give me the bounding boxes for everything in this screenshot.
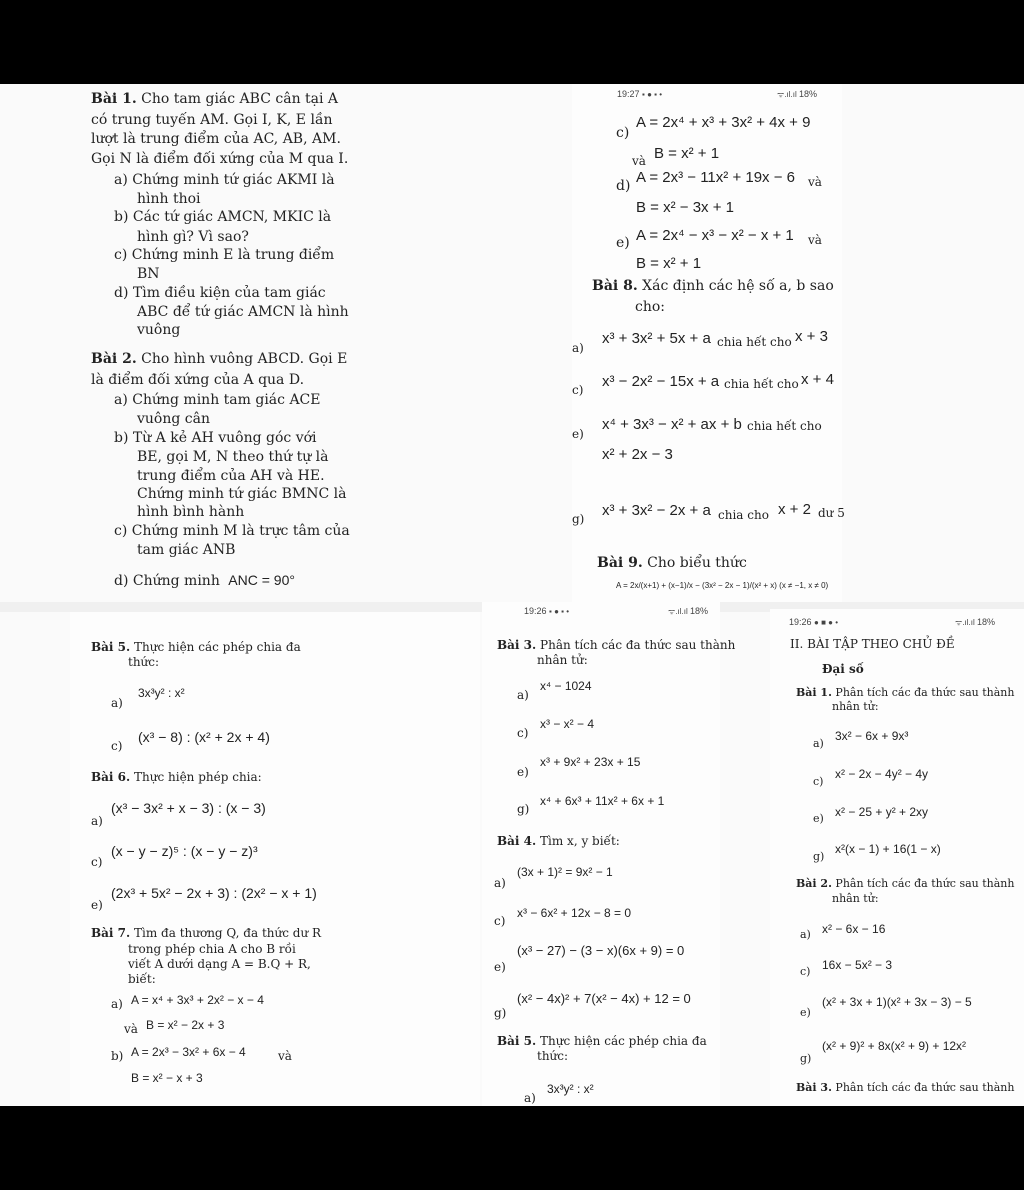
formula: x + 4 <box>801 371 834 388</box>
formula: x³ − x² − 4 <box>540 717 595 731</box>
formula: A = 2x⁴ − x³ − x² − x + 1 <box>636 227 794 244</box>
bai7-heading: Bài 7. Tìm đa thương Q, đa thức dư R <box>91 926 322 940</box>
formula: x + 3 <box>795 328 828 345</box>
bottom-left-panel <box>70 612 480 1106</box>
text-line: chia hết cho <box>747 419 822 433</box>
text-line: cho: <box>635 299 666 315</box>
label: g) <box>494 1006 507 1020</box>
question-a: a) Chứng minh tam giác ACE <box>114 392 321 408</box>
label: c) <box>111 739 123 753</box>
question-c: c) Chứng minh M là trực tâm của <box>114 523 350 539</box>
bottom-middle-panel <box>482 602 736 1106</box>
bai1-heading: Bài 1. Cho tam giác ABC cân tại A <box>91 91 339 107</box>
bai6-heading: Bài 6. Thực hiện phép chia: <box>91 770 262 784</box>
label: c) <box>813 775 824 788</box>
bai8-heading: Bài 8. Xác định các hệ số a, b sao <box>592 278 834 294</box>
text-line: viết A dưới dạng A = B.Q + R, <box>128 957 311 971</box>
question-c: c) Chứng minh E là trung điểm <box>114 247 335 263</box>
text-line: Chứng minh tứ giác BMNC là <box>137 486 347 502</box>
section-heading: II. BÀI TẬP THEO CHỦ ĐỀ <box>790 637 955 651</box>
label: a) <box>572 341 584 355</box>
label: c) <box>616 125 630 141</box>
text-line: thức: <box>537 1049 569 1063</box>
label: c) <box>517 726 529 740</box>
battery-indicator: ᯤ.ıl.ıl 18% <box>955 617 995 627</box>
text-line: có trung tuyến AM. Gọi I, K, E lần <box>91 112 333 128</box>
formula: (3x + 1)² = 9x² − 1 <box>517 865 613 879</box>
text-line: dư 5 <box>818 506 845 520</box>
formula: (x³ − 27) − (3 − x)(6x + 9) = 0 <box>517 943 685 958</box>
label: a) <box>494 876 506 890</box>
text-line: hình gì? Vì sao? <box>137 229 249 245</box>
label: e) <box>494 960 506 974</box>
formula: (x³ − 8) : (x² + 2x + 4) <box>138 729 270 745</box>
text-line: trung điểm của AH và HE. <box>137 468 325 484</box>
text-line: nhân tử: <box>832 700 879 713</box>
formula: (x² + 3x + 1)(x² + 3x − 3) − 5 <box>822 995 972 1009</box>
formula: B = x² + 1 <box>654 145 720 162</box>
label: g) <box>572 512 585 526</box>
collage-sheet <box>0 84 1024 1106</box>
formula: x³ − 2x² − 15x + a <box>602 373 720 390</box>
formula: (x³ − 3x² + x − 3) : (x − 3) <box>111 800 266 816</box>
formula: x⁴ + 6x³ + 11x² + 6x + 1 <box>540 794 665 808</box>
formula: 3x² − 6x + 9x³ <box>835 729 909 743</box>
formula: x³ + 3x² + 5x + a <box>602 330 711 347</box>
bai2-heading: Bài 2. Cho hình vuông ABCD. Gọi E <box>91 351 348 367</box>
formula: x² − 25 + y² + 2xy <box>835 805 929 819</box>
text-line: Gọi N là điểm đối xứng của M qua I. <box>91 151 349 167</box>
label: c) <box>572 383 584 397</box>
text-line: hình thoi <box>137 191 201 207</box>
label: a) <box>111 997 123 1011</box>
formula: A = 2x⁴ + x³ + 3x² + 4x + 9 <box>636 114 811 131</box>
formula: (x² + 9)² + 8x(x² + 9) + 12x² <box>822 1039 967 1053</box>
formula: x³ + 9x² + 23x + 15 <box>540 755 641 769</box>
formula: x³ − 6x² + 12x − 8 = 0 <box>517 906 632 920</box>
formula: x + 2 <box>778 501 811 518</box>
question-a: a) Chứng minh tứ giác AKMI là <box>114 172 335 188</box>
label: e) <box>91 898 103 912</box>
label: a) <box>111 696 123 710</box>
text-line: tam giác ANB <box>137 542 236 558</box>
formula: x³ + 3x² − 2x + a <box>602 502 711 519</box>
text-line: hình bình hành <box>137 504 245 520</box>
bai3-heading: Bài 3. Phân tích các đa thức sau thành <box>497 638 736 652</box>
text-line: ABC để tứ giác AMCN là hình <box>137 304 349 320</box>
formula: A = x⁴ + 3x³ + 2x² − x − 4 <box>131 993 264 1007</box>
label: b) <box>111 1049 124 1063</box>
text-line: chia cho <box>718 508 769 522</box>
conjunction: và <box>278 1049 292 1063</box>
conjunction: và <box>808 233 822 247</box>
text-line: lượt là trung điểm của AC, AB, AM. <box>91 131 341 147</box>
label: e) <box>572 427 584 441</box>
text-line: nhân tử: <box>832 892 879 905</box>
formula: x⁴ + 3x³ − x² + ax + b <box>602 416 742 433</box>
formula: 16x − 5x² − 3 <box>822 958 893 972</box>
status-bar: 19:26 ▪ ● ▪ • <box>524 606 570 616</box>
label: a) <box>91 814 103 828</box>
label: g) <box>517 802 530 816</box>
text-line: vuông cân <box>137 411 210 427</box>
text-line: thức: <box>128 655 160 669</box>
text-line: biết: <box>128 972 156 986</box>
formula: x² − 2x − 4y² − 4y <box>835 767 929 781</box>
conjunction: và <box>124 1022 138 1036</box>
status-bar: 19:26 ● ■ ● • <box>789 617 839 627</box>
label: a) <box>524 1091 536 1105</box>
label: g) <box>800 1052 812 1065</box>
label: e) <box>800 1006 811 1019</box>
battery-indicator: ᯤ.ıl.ıl 18% <box>668 606 708 616</box>
formula: x² − 6x − 16 <box>822 922 886 936</box>
text-line: nhân tử: <box>537 653 588 667</box>
label: a) <box>517 688 529 702</box>
formula: B = x² − x + 3 <box>131 1071 203 1085</box>
formula: 3x³y² : x² <box>547 1082 594 1096</box>
battery-indicator: ᯤ.ıl.ıl 18% <box>777 89 817 99</box>
label: a) <box>813 737 824 750</box>
bai5-heading: Bài 5. Thực hiện các phép chia đa <box>497 1034 707 1048</box>
bottom-right-panel <box>770 609 1024 1106</box>
formula: B = x² + 1 <box>636 255 702 272</box>
bai2-heading: Bài 2. Phân tích các đa thức sau thành <box>796 877 1015 890</box>
text-line: trong phép chia A cho B rồi <box>128 942 296 956</box>
text-line: BE, gọi M, N theo thứ tự là <box>137 449 329 465</box>
formula: B = x² − 2x + 3 <box>146 1018 225 1032</box>
subsection-heading: Đại số <box>822 662 864 676</box>
text-line: chia hết cho <box>724 377 799 391</box>
bai9-heading: Bài 9. Cho biểu thức <box>597 555 747 571</box>
label: g) <box>813 850 825 863</box>
label: e) <box>813 812 824 825</box>
text-line: là điểm đối xứng của A qua D. <box>91 372 305 388</box>
angle-formula: ANC = 90° <box>228 572 295 588</box>
formula: (2x³ + 5x² − 2x + 3) : (2x² − x + 1) <box>111 885 317 901</box>
formula: x²(x − 1) + 16(1 − x) <box>835 842 941 856</box>
label: e) <box>616 235 630 251</box>
label: c) <box>800 965 811 978</box>
formula: x⁴ − 1024 <box>540 679 592 693</box>
text-line: BN <box>137 266 160 282</box>
label: c) <box>91 855 103 869</box>
label: a) <box>800 928 811 941</box>
status-bar: 19:27 ▪ ● ▪ • <box>617 89 663 99</box>
formula: B = x² − 3x + 1 <box>636 199 734 216</box>
bai5-heading: Bài 5. Thực hiện các phép chia đa <box>91 640 301 654</box>
formula: 3x³y² : x² <box>138 686 185 700</box>
text-line: chia hết cho <box>717 335 792 349</box>
formula: (x² − 4x)² + 7(x² − 4x) + 12 = 0 <box>517 991 691 1006</box>
formula: A = 2x³ − 11x² + 19x − 6 <box>636 169 795 186</box>
label: d) <box>616 178 631 194</box>
formula: A = 2x³ − 3x² + 6x − 4 <box>131 1045 246 1059</box>
formula: (x − y − z)⁵ : (x − y − z)³ <box>111 843 258 859</box>
conjunction: và <box>632 154 646 168</box>
question-b: b) Các tứ giác AMCN, MKIC là <box>114 209 332 225</box>
question-d: d) Chứng minh ANC = 90° <box>114 572 295 589</box>
bai4-heading: Bài 4. Tìm x, y biết: <box>497 834 620 848</box>
formula: x² + 2x − 3 <box>602 446 673 463</box>
question-d: d) Tìm điều kiện của tam giác <box>114 285 326 301</box>
bai3-heading: Bài 3. Phân tích các đa thức sau thành <box>796 1081 1015 1094</box>
label: c) <box>494 914 506 928</box>
top-right-panel <box>572 84 845 604</box>
expression-formula: A = 2x/(x+1) + (x−1)/x − (3x² − 2x − 1)/(x² + x) (x ≠ −1, x ≠ 0) <box>616 581 829 590</box>
text-line: vuông <box>137 322 181 338</box>
conjunction: và <box>808 175 822 189</box>
question-b: b) Từ A kẻ AH vuông góc với <box>114 430 317 446</box>
label: e) <box>517 765 529 779</box>
bai1-heading: Bài 1. Phân tích các đa thức sau thành <box>796 686 1015 699</box>
